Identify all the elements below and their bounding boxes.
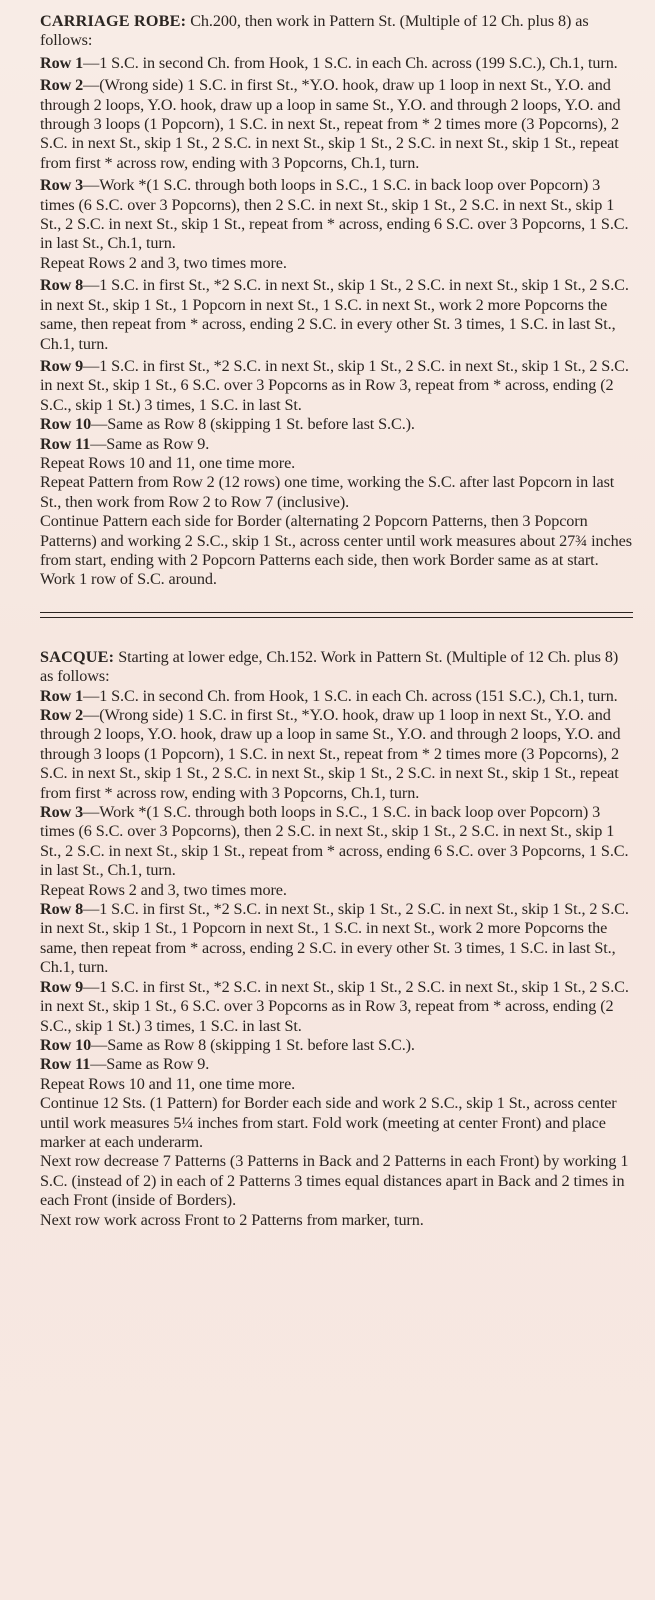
row-label: Row 3 xyxy=(40,803,84,822)
sacque-repeat-2-3: Repeat Rows 2 and 3, two times more. xyxy=(40,880,287,899)
row-text: —1 S.C. in first St., *2 S.C. in next St., skip 1 St., 2 S.C. in next St., skip 1 St., 2 S.C. in next St., skip 1 St., 6 S.C. over 3 Popcorns as in Row 3, repeat from * across, ending (2 S.C., skip 1 St.) 3 times, 1 S.C. in last St. xyxy=(40,977,629,1035)
divider-line-bottom xyxy=(40,617,633,618)
row-text: —1 S.C. in second Ch. from Hook, 1 S.C. in each Ch. across (199 S.C.), Ch.1, turn. xyxy=(83,53,618,72)
row-text: —Work *(1 S.C. through both loops in S.C., 1 S.C. in back loop over Popcorn) 3 times (6 S.C. over 3 Popcorns), then 2 S.C. in next St., skip 1 St., 2 S.C. in next St., skip 1 St., 2 S.C. in next St., skip 1 St., repeat from * across, ending 6 S.C. over 3 Popcorns, 1 S.C. in last St., Ch.1, turn. xyxy=(40,176,629,253)
row-text: —Work *(1 S.C. through both loops in S.C., 1 S.C. in back loop over Popcorn) 3 times (6 S.C. over 3 Popcorns), then 2 S.C. in next St., skip 1 St., 2 S.C. in next St., skip 1 St., 2 S.C. in next St., skip 1 St., repeat from * across, ending 6 S.C. over 3 Popcorns, 1 S.C. in last St., Ch.1, turn. xyxy=(40,803,629,880)
row-text: —1 S.C. in first St., *2 S.C. in next St., skip 1 St., 2 S.C. in next St., skip 1 St., 2 S.C. in next St., skip 1 St., 1 Popcorn in next St., 1 S.C. in next St., work 2 more Popcorns the same, then repeat from * across, ending 2 S.C. in every other St. 3 times, 1 S.C. in last St., Ch.1, turn. xyxy=(40,900,629,977)
carriage-robe-title: CARRIAGE ROBE: xyxy=(40,12,187,30)
carriage-robe-row-8 xyxy=(40,276,633,354)
row-text: —Same as Row 8 (skipping 1 St. before last S.C.). xyxy=(91,415,415,434)
row-text: —1 S.C. in first St., *2 S.C. in next St., skip 1 St., 2 S.C. in next St., skip 1 St., 2 S.C. in next St., skip 1 St., 6 S.C. over 3 Popcorns as in Row 3, repeat from * across, ending (2 S.C., skip 1 St.) 3 times, 1 S.C. in last St. xyxy=(40,356,629,414)
carriage-robe-continue: Continue Pattern each side for Border (alternating 2 Popcorn Patterns, then 3 Popcorn Patterns) and working 2 S.C., skip 1 St., across center until work measures about 27¾ inches from start, ending with 2 Popcorn Patterns each side, then work Border same as at start. Work 1 row of S.C. around. xyxy=(40,512,632,589)
double-divider xyxy=(40,612,633,620)
row-text: —Same as Row 8 (skipping 1 St. before last S.C.). xyxy=(91,1035,415,1054)
sacque-title: SACQUE: xyxy=(40,647,115,666)
row-label: Row 8 xyxy=(40,900,84,919)
sacque-intro xyxy=(40,648,633,687)
carriage-robe-repeat-pattern: Repeat Pattern from Row 2 (12 rows) one time, working the S.C. after last Popcorn in last St., then work from Row 2 to Row 7 (inclusive). xyxy=(40,473,615,511)
row-text: —1 S.C. in second Ch. from Hook, 1 S.C. in each Ch. across (151 S.C.), Ch.1, turn. xyxy=(83,686,618,705)
row-text: —(Wrong side) 1 S.C. in first St., *Y.O. hook, draw up 1 loop in next St., Y.O. and through 2 loops, Y.O. hook, draw up a loop in same St., Y.O. and through 2 loops, Y.O. and through 3 loops (1 Popcorn), 1 S.C. in next St., repeat from * 2 times more (3 Popcorns), 2 S.C. in next St., skip 1 St., 2 S.C. in next St., skip 1 St., 2 S.C. in next St., skip 1 St., repeat from first * across row, ending with 3 Popcorns, Ch.1, turn. xyxy=(40,706,621,802)
carriage-robe-row-11 xyxy=(40,435,633,454)
carriage-robe-row-9 xyxy=(40,357,633,415)
carriage-robe-repeat-2-3: Repeat Rows 2 and 3, two times more. xyxy=(40,253,287,272)
sacque-next-row: Next row work across Front to 2 Patterns from marker, turn. xyxy=(40,1210,424,1229)
sacque-intro-text: Starting at lower edge, Ch.152. Work in Pattern St. (Multiple of 12 Ch. plus 8) as follows: xyxy=(40,647,619,686)
row-label: Row 9 xyxy=(40,977,84,996)
row-label: Row 10 xyxy=(40,415,92,434)
sacque-section xyxy=(40,648,633,1230)
row-label: Row 9 xyxy=(40,356,84,375)
sacque-decrease: Next row decrease 7 Patterns (3 Patterns in Back and 2 Patterns in each Front) by working 1 S.C. (instead of 2) in each of 2 Patterns 3 times equal distances apart in Back and 2 times in each Front (inside of Borders). xyxy=(40,1152,629,1210)
carriage-robe-row-2 xyxy=(40,76,633,173)
row-label: Row 1 xyxy=(40,53,84,72)
carriage-robe-intro xyxy=(40,12,633,51)
row-label: Row 1 xyxy=(40,686,84,705)
row-label: Row 2 xyxy=(40,76,84,95)
sacque-row-9 xyxy=(40,978,633,1036)
row-label: Row 3 xyxy=(40,176,84,195)
sacque-row-11 xyxy=(40,1055,633,1074)
row-label: Row 8 xyxy=(40,276,84,295)
carriage-robe-repeat-10-11: Repeat Rows 10 and 11, one time more. xyxy=(40,453,296,472)
carriage-robe-section xyxy=(40,12,633,590)
row-label: Row 10 xyxy=(40,1035,92,1054)
sacque-row-2 xyxy=(40,706,633,803)
sacque-row-3 xyxy=(40,803,633,881)
carriage-robe-row-3 xyxy=(40,176,633,254)
row-label: Row 11 xyxy=(40,1055,91,1074)
sacque-row-8 xyxy=(40,900,633,978)
carriage-robe-intro-text: Ch.200, then work in Pattern St. (Multiple of 12 Ch. plus 8) as follows: xyxy=(40,12,589,50)
row-text: —Same as Row 9. xyxy=(90,434,210,453)
sacque-row-10 xyxy=(40,1036,633,1055)
row-text: —Same as Row 9. xyxy=(90,1055,210,1074)
divider-line-top xyxy=(40,612,633,613)
carriage-robe-row-10 xyxy=(40,415,633,434)
row-label: Row 11 xyxy=(40,434,91,453)
row-text: —(Wrong side) 1 S.C. in first St., *Y.O. hook, draw up 1 loop in next St., Y.O. and through 2 loops, Y.O. hook, draw up a loop in same St., Y.O. and through 2 loops, Y.O. and through 3 loops (1 Popcorn), 1 S.C. in next St., repeat from * 2 times more (3 Popcorns), 2 S.C. in next St., skip 1 St., 2 S.C. in next St., skip 1 St., 2 S.C. in next St., skip 1 St., repeat from first * across row, ending with 3 Popcorns, Ch.1, turn. xyxy=(40,76,621,172)
row-text: —1 S.C. in first St., *2 S.C. in next St., skip 1 St., 2 S.C. in next St., skip 1 St., 2 S.C. in next St., skip 1 St., 1 Popcorn in next St., 1 S.C. in next St., work 2 more Popcorns the same, then repeat from * across, ending 2 S.C. in every other St. 3 times, 1 S.C. in last St., Ch.1, turn. xyxy=(40,276,629,353)
sacque-row-1 xyxy=(40,687,633,706)
sacque-repeat-10-11: Repeat Rows 10 and 11, one time more. xyxy=(40,1074,296,1093)
sacque-continue: Continue 12 Sts. (1 Pattern) for Border each side and work 2 S.C., skip 1 St., across center until work measures 5¼ inches from start. Fold work (meeting at center Front) and place marker at each underarm. xyxy=(40,1094,617,1151)
carriage-robe-row-1 xyxy=(40,54,633,73)
row-label: Row 2 xyxy=(40,706,84,724)
